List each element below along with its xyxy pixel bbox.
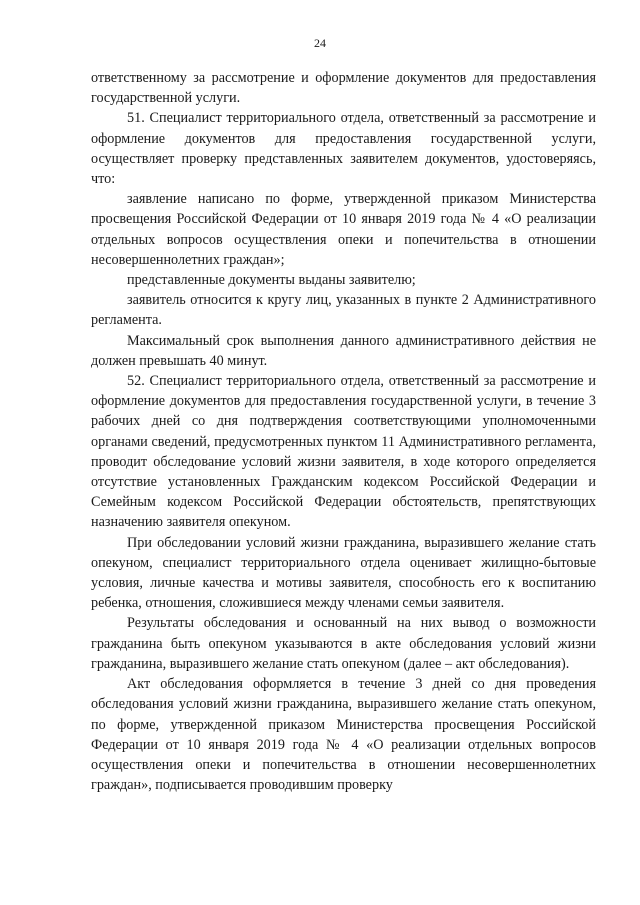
paragraph-continuation: ответственному за рассмотрение и оформление документов для предоставления государственной услуги. [91, 70, 596, 107]
page-number: 24 [314, 36, 326, 50]
paragraph-52: 52. Специалист территориального отдела, ответственный за рассмотрение и оформление документов для предоставления государственной услуги, в течение 3 рабочих дней со дня подтверждения соответствующими уполномоченными органами сведений, предусмотренных пунктом 11 Административного регламента, проводит обследование условий жизни заявителя, в ходе которого определяется отсутствие установленных Гражданским кодексом Российской Федерации и Семейным кодексом Российской Федерации обстоятельств, препятствующих назначению заявителя опекуном. [91, 373, 596, 531]
paragraph-max-duration: Максимальный срок выполнения данного административного действия не должен превышать 40 минут. [91, 332, 596, 369]
paragraph-51: 51. Специалист территориального отдела, ответственный за рассмотрение и оформление документов для предоставления государственной услуги, осуществляет проверку представленных заявителем документов, удостоверяясь, что: [91, 110, 596, 188]
paragraph-condition-form: заявление написано по форме, утвержденной приказом Министерства просвещения Российской Федерации от 10 января 2019 года № 4 «О реализации отдельных вопросов осуществления опеки и попечительства в отношении несовершеннолетних граждан»; [91, 191, 596, 268]
paragraph-inspection: При обследовании условий жизни гражданина, выразившего желание стать опекуном, специалист территориального отдела оценивает жилищно-бытовые условия, личные качества и мотивы заявителя, способность его к воспитанию ребенка, отношения, сложившиеся между членами семьи заявителя. [91, 534, 596, 612]
paragraph-inspection-act: Акт обследования оформляется в течение 3 дней со дня проведения обследования условий жизни гражданина, выразившего желание стать опекуном, по форме, утвержденной приказом Министерства просвещения Российской Федерации от 10 января 2019 года № 4 «О реализации отдельных вопросов осуществления опеки и попечительства в отношении несовершеннолетних граждан», подписывается проводившим проверку [91, 676, 596, 794]
paragraph-condition-documents: представленные документы выданы заявителю; [127, 272, 416, 289]
paragraph-condition-applicant: заявитель относится к кругу лиц, указанных в пункте 2 Административного регламента. [91, 292, 596, 329]
paragraph-inspection-results: Результаты обследования и основанный на них вывод о возможности гражданина быть опекуном указываются в акте обследования условий жизни гражданина, выразившего желание стать опекуном (далее – акт обследования). [91, 615, 596, 672]
document-body [91, 68, 596, 795]
